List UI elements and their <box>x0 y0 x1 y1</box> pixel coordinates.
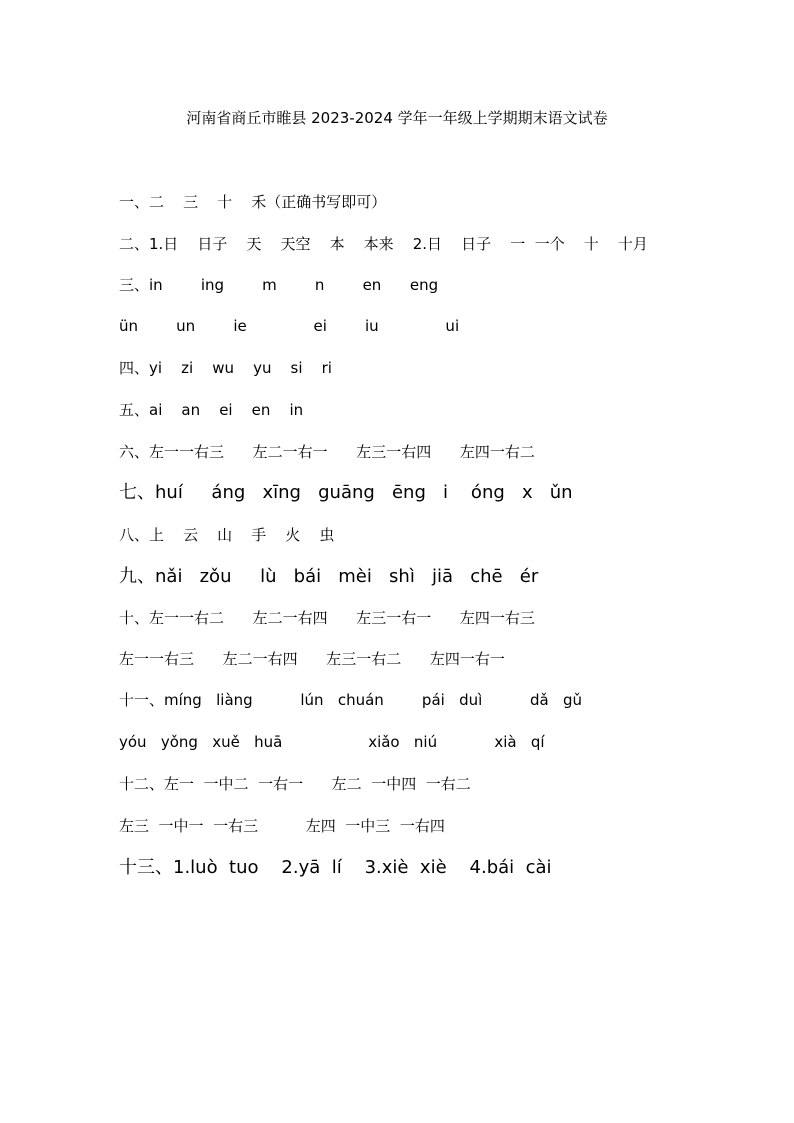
answer-line-16: 左三 一中一 一右三 左四 一中三 一右四 <box>119 817 445 835</box>
answer-line-5: 四、yi zi wu yu si ri <box>119 359 332 377</box>
answer-line-11: 十、左一一右二 左二一右四 左三一右一 左四一右三 <box>119 609 535 627</box>
answer-line-3: 三、in ing m n en eng <box>119 276 439 294</box>
answer-line-9: 八、上 云 山 手 火 虫 <box>119 526 335 544</box>
answer-line-14: yóu yǒng xuě huā xiǎo niú xià qí <box>119 733 545 751</box>
answer-line-1: 一、二 三 十 禾（正确书写即可） <box>119 193 387 211</box>
answer-line-13: 十一、míng liàng lún chuán pái duì dǎ gǔ <box>119 691 583 709</box>
answer-line-8: 七、huí áng xīng guāng ēng i óng x ǔn <box>119 482 573 503</box>
answer-line-6: 五、ai an ei en in <box>119 401 304 419</box>
answer-line-7: 六、左一一右三 左二一右一 左三一右四 左四一右二 <box>119 443 535 461</box>
answer-line-15: 十二、左一 一中二 一右一 左二 一中四 一右二 <box>119 775 471 793</box>
answer-line-10: 九、nǎi zǒu lù bái mèi shì jiā chē ér <box>119 566 539 587</box>
answer-line-12: 左一一右三 左二一右四 左三一右二 左四一右一 <box>119 650 505 668</box>
answer-line-2: 二、1.日 日子 天 天空 本 本来 2.日 日子 一 一个 十 十月 <box>119 235 648 253</box>
answer-line-4: ün un ie ei iu ui <box>119 317 460 335</box>
answer-line-17: 十三、1.luò tuo 2.yā lí 3.xiè xiè 4.bái cài <box>119 857 552 878</box>
document-title: 河南省商丘市睢县 2023-2024 学年一年级上学期期末语文试卷 <box>186 109 608 127</box>
